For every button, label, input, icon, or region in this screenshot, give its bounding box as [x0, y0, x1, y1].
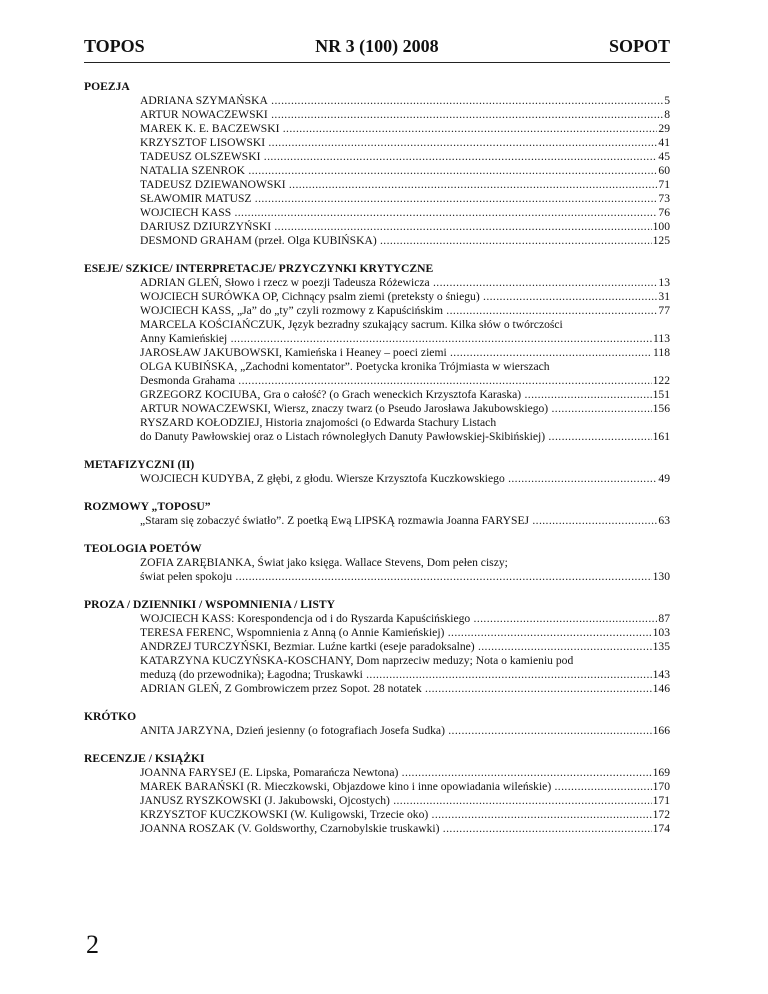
entry-page-number: 31	[658, 290, 670, 303]
toc-entry	[140, 682, 670, 696]
toc-entry	[140, 794, 670, 808]
toc-entry	[140, 472, 670, 486]
entry-page-number: 87	[658, 612, 670, 625]
entry-page-number: 174	[652, 822, 670, 835]
entry-page-number: 172	[652, 808, 670, 821]
toc-section	[84, 262, 670, 444]
toc-entry	[140, 388, 670, 402]
toc-entry	[140, 164, 670, 178]
entry-page-number: 76	[658, 206, 670, 219]
entry-title: ADRIANA SZYMAŃSKA .....	[140, 94, 663, 108]
entry-page-number: 125	[652, 234, 670, 247]
entry-page-number: 103	[652, 626, 670, 639]
toc-entry	[140, 276, 670, 290]
entry-page-number: 146	[652, 682, 670, 695]
entry-title: KRZYSZTOF KUCZKOWSKI (W. Kuligowski, Trzecie oko) .....	[140, 808, 652, 822]
entry-title: WOJCIECH KASS .....	[140, 206, 657, 220]
entry-title: JOANNA FARYSEJ (E. Lipska, Pomarańcza Newtona) .....	[140, 766, 652, 780]
entry-title: ANDRZEJ TURCZYŃSKI, Bezmiar. Luźne kartki (eseje paradoksalne) .....	[140, 640, 652, 654]
entry-page-number: 13	[658, 276, 670, 289]
toc-entry	[140, 514, 670, 528]
table-of-contents	[84, 80, 670, 850]
toc-entry	[140, 808, 670, 822]
entry-title: WOJCIECH SURÓWKA OP, Cichnący psalm ziemi (preteksty o śniegu) .....	[140, 290, 657, 304]
entry-title: ADRIAN GLEŃ, Słowo i rzecz w poezji Tadeusza Różewicza .....	[140, 276, 657, 290]
toc-entry	[140, 612, 670, 626]
entry-title: TADEUSZ DZIEWANOWSKI .....	[140, 178, 657, 192]
toc-entry	[140, 304, 670, 318]
toc-section	[84, 80, 670, 248]
entry-title: SŁAWOMIR MATUSZ .....	[140, 192, 657, 206]
section-title: RECENZJE / KSIĄŻKI	[84, 752, 205, 765]
toc-entry	[140, 766, 670, 780]
entry-title: KRZYSZTOF LISOWSKI .....	[140, 136, 657, 150]
entry-page-number: 29	[658, 122, 670, 135]
entry-title: Anny Kamieńskiej .....	[140, 332, 652, 346]
toc-entry	[140, 108, 670, 122]
entry-page-number: 169	[652, 766, 670, 779]
toc-section	[84, 598, 670, 696]
entry-page-number: 151	[652, 388, 670, 401]
entry-title: ANITA JARZYNA, Dzień jesienny (o fotografiach Josefa Sudka) .....	[140, 724, 652, 738]
toc-section	[84, 752, 670, 836]
entry-title: ADRIAN GLEŃ, Z Gombrowiczem przez Sopot. 28 notatek .....	[140, 682, 652, 696]
page-number: 2	[86, 930, 99, 959]
toc-entry	[140, 724, 670, 738]
entry-page-number: 122	[652, 374, 670, 387]
entry-title: meduzą (do przewodnika); Łagodna; Truskawki .....	[140, 668, 652, 682]
entry-page-number: 113	[653, 332, 670, 345]
entry-title: RYSZARD KOŁODZIEJ, Historia znajomości (o Edwarda Stachury Listach	[140, 416, 497, 429]
section-title: ESEJE/ SZKICE/ INTERPRETACJE/ PRZYCZYNKI KRYTYCZNE	[84, 262, 434, 275]
toc-section	[84, 458, 670, 486]
toc-entry	[140, 150, 670, 164]
section-title: POEZJA	[84, 80, 130, 93]
entry-title: DARIUSZ DZIURZYŃSKI .....	[140, 220, 652, 234]
entry-title: NATALIA SZENROK .....	[140, 164, 657, 178]
entry-page-number: 8	[664, 108, 670, 121]
entry-title: WOJCIECH KASS: Korespondencja od i do Ryszarda Kapuścińskiego .....	[140, 612, 657, 626]
toc-section	[84, 710, 670, 738]
toc-entry	[140, 136, 670, 150]
toc-entry	[140, 640, 670, 654]
toc-entry	[140, 206, 670, 220]
header-city: SOPOT	[608, 36, 670, 56]
entry-page-number: 143	[652, 668, 670, 681]
entry-page-number: 100	[652, 220, 670, 233]
header-rule	[84, 62, 670, 63]
entry-title: TERESA FERENC, Wspomnienia z Anną (o Annie Kamieńskiej) .....	[140, 626, 652, 640]
entry-page-number: 135	[652, 640, 670, 653]
entry-page-number: 5	[664, 94, 670, 107]
toc-entry-line	[140, 360, 670, 374]
toc-entry	[140, 626, 670, 640]
entry-title: TADEUSZ OLSZEWSKI .....	[140, 150, 657, 164]
toc-entry	[140, 192, 670, 206]
toc-entry	[140, 94, 670, 108]
entry-page-number: 118	[653, 346, 670, 359]
toc-entry	[140, 374, 670, 388]
toc-entry	[140, 570, 670, 584]
entry-title: świat pełen spokoju .....	[140, 570, 652, 584]
toc-entry	[140, 822, 670, 836]
entry-page-number: 49	[658, 472, 670, 485]
toc-section	[84, 542, 670, 584]
toc-entry-line	[140, 416, 670, 430]
toc-entry	[140, 780, 670, 794]
entry-title: GRZEGORZ KOCIUBA, Gra o całość? (o Grach weneckich Krzysztofa Karaska) .....	[140, 388, 652, 402]
entry-title: KATARZYNA KUCZYŃSKA-KOSCHANY, Dom naprzeciw meduzy; Nota o kamieniu pod	[140, 654, 574, 667]
entry-title: „Staram się zobaczyć światło”. Z poetką Ewą LIPSKĄ rozmawia Joanna FARYSEJ .....	[140, 514, 657, 528]
entry-page-number: 41	[658, 136, 670, 149]
toc-entry	[140, 234, 670, 248]
entry-title: MAREK BARAŃSKI (R. Mieczkowski, Objazdowe kino i inne opowiadania wileńskie) .....	[140, 780, 652, 794]
entry-title: MAREK K. E. BACZEWSKI .....	[140, 122, 657, 136]
section-title: KRÓTKO	[84, 710, 137, 723]
entry-title: ZOFIA ZARĘBIANKA, Świat jako księga. Wallace Stevens, Dom pełen ciszy;	[140, 556, 508, 569]
entry-page-number: 130	[652, 570, 670, 583]
entry-page-number: 71	[658, 178, 670, 191]
entry-page-number: 171	[652, 794, 670, 807]
running-header	[84, 36, 670, 57]
toc-section	[84, 500, 670, 528]
entry-title: do Danuty Pawłowskiej oraz o Listach równoległych Danuty Pawłowskiej-Skibińskiej) .....	[140, 430, 652, 444]
toc-entry	[140, 332, 670, 346]
entry-page-number: 161	[652, 430, 670, 443]
section-title: PROZA / DZIENNIKI / WSPOMNIENIA / LISTY	[84, 598, 336, 611]
toc-entry	[140, 220, 670, 234]
section-title: ROZMOWY „TOPOSU”	[84, 500, 211, 513]
entry-title: JANUSZ RYSZKOWSKI (J. Jakubowski, Ojcostych) .....	[140, 794, 652, 808]
entry-title: MARCELA KOŚCIAŃCZUK, Język bezradny szukający sacrum. Kilka słów o twórczości	[140, 318, 563, 331]
entry-title: DESMOND GRAHAM (przeł. Olga KUBIŃSKA) .....	[140, 234, 652, 248]
toc-entry	[140, 290, 670, 304]
toc-entry	[140, 178, 670, 192]
entry-title: OLGA KUBIŃSKA, „Zachodni komentator”. Poetycka kronika Trójmiasta w wierszach	[140, 360, 550, 373]
header-title: TOPOS	[84, 36, 145, 56]
entry-page-number: 170	[652, 780, 670, 793]
toc-entry-line	[140, 318, 670, 332]
entry-title: JAROSŁAW JAKUBOWSKI, Kamieńska i Heaney – poeci ziemi .....	[140, 346, 652, 360]
entry-title: JOANNA ROSZAK (V. Goldsworthy, Czarnobylskie truskawki) .....	[140, 822, 652, 836]
toc-entry	[140, 668, 670, 682]
toc-entry	[140, 346, 670, 360]
entry-page-number: 73	[658, 192, 670, 205]
toc-entry-line	[140, 556, 670, 570]
entry-page-number: 63	[658, 514, 670, 527]
section-title: METAFIZYCZNI (II)	[84, 458, 195, 471]
entry-page-number: 166	[652, 724, 670, 737]
section-title: TEOLOGIA POETÓW	[84, 542, 202, 555]
toc-entry-line	[140, 654, 670, 668]
toc-entry	[140, 122, 670, 136]
entry-page-number: 45	[658, 150, 670, 163]
entry-title: WOJCIECH KASS, „Ja” do „ty” czyli rozmowy z Kapuścińskim .....	[140, 304, 657, 318]
entry-title: WOJCIECH KUDYBA, Z głębi, z głodu. Wiersze Krzysztofa Kuczkowskiego .....	[140, 472, 657, 486]
entry-page-number: 60	[658, 164, 670, 177]
toc-entry	[140, 430, 670, 444]
entry-title: Desmonda Grahama .....	[140, 374, 652, 388]
entry-page-number: 156	[652, 402, 670, 415]
header-issue: NR 3 (100) 2008	[315, 36, 439, 56]
toc-entry	[140, 402, 670, 416]
entry-page-number: 77	[658, 304, 670, 317]
entry-title: ARTUR NOWACZEWSKI, Wiersz, znaczy twarz (o Pseudo Jarosława Jakubowskiego) .....	[140, 402, 652, 416]
entry-title: ARTUR NOWACZEWSKI .....	[140, 108, 663, 122]
